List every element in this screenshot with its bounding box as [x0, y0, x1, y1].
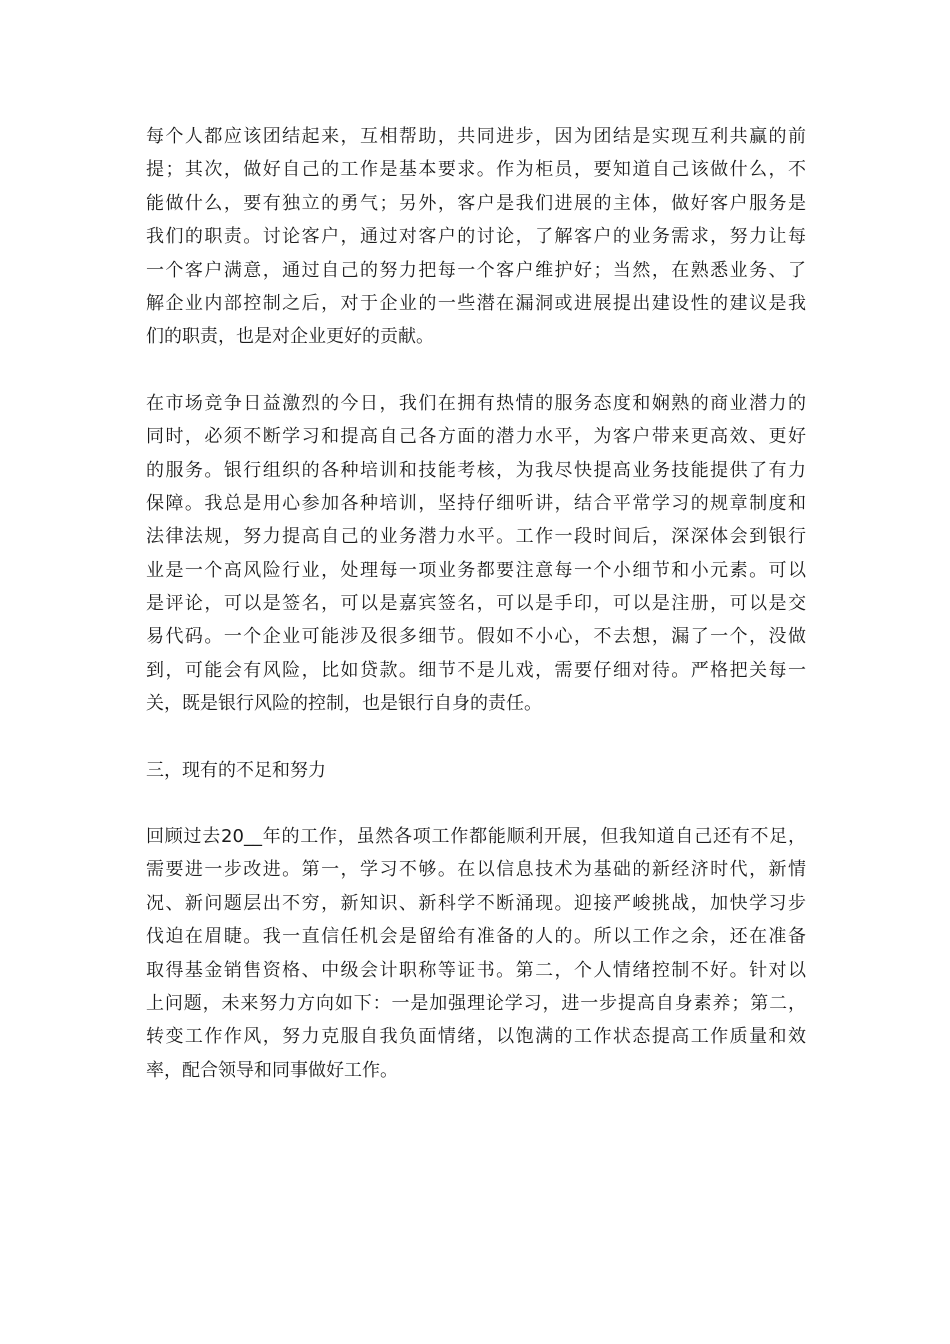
text-line: 能做什么，要有独立的勇气；另外，客户是我们进展的主体，做好客户服务是: [146, 192, 806, 214]
text-line: 每个人都应该团结起来，互相帮助，共同进步，因为团结是实现互利共赢的前: [146, 126, 806, 147]
text-line: 况、新问题层出不穷，新知识、新科学不断涌现。迎接严峻挑战，加快学习步: [146, 892, 806, 914]
text-line: 关，既是银行风险的控制，也是银行自身的责任。: [146, 693, 542, 715]
text-line: 的服务。银行组织的各种培训和技能考核，为我尽快提高业务技能提供了有力: [146, 459, 806, 481]
text-line: 们的职责，也是对企业更好的贡献。: [146, 326, 434, 348]
text-line: 上问题，未来努力方向如下：一是加强理论学习，进一步提高自身素养；第二，: [146, 992, 806, 1014]
text-line: 法律法规，努力提高自己的业务潜力水平。工作一段时间后，深深体会到银行: [146, 526, 806, 548]
section-heading: [146, 754, 806, 787]
document-body: [146, 120, 806, 1120]
paragraph-shortcomings: [146, 820, 806, 1087]
text-line: 同时，必须不断学习和提高自己各方面的潜力水平，为客户带来更高效、更好: [146, 426, 806, 448]
heading-text: 三，现有的不足和努力: [146, 759, 326, 781]
text-line: 转变工作作风，努力克服自我负面情绪，以饱满的工作状态提高工作质量和效: [146, 1026, 806, 1048]
text-line: 率，配合领导和同事做好工作。: [146, 1059, 398, 1081]
text-line: 在市场竞争日益激烈的今日，我们在拥有热情的服务态度和娴熟的商业潜力的: [146, 392, 806, 414]
text-line: 回顾过去20__年的工作，虽然各项工作都能顺利开展，但我知道自己还有不足，: [146, 826, 806, 848]
text-line: 我们的职责。讨论客户，通过对客户的讨论，了解客户的业务需求，努力让每: [146, 226, 806, 248]
text-line: 取得基金销售资格、中级会计职称等证书。第二，个人情绪控制不好。针对以: [146, 959, 806, 981]
text-line: 解企业内部控制之后，对于企业的一些潜在漏洞或进展提出建设性的建议是我: [146, 292, 806, 314]
text-line: 需要进一步改进。第一，学习不够。在以信息技术为基础的新经济时代，新情: [146, 859, 806, 881]
text-line: 到，可能会有风险，比如贷款。细节不是儿戏，需要仔细对待。严格把关每一: [146, 659, 806, 681]
text-line: 提；其次，做好自己的工作是基本要求。作为柜员，要知道自己该做什么，不: [146, 159, 806, 181]
text-line: 易代码。一个企业可能涉及很多细节。假如不小心，不去想，漏了一个，没做: [146, 626, 806, 648]
paragraph-teamwork: [146, 120, 806, 354]
text-line: 保障。我总是用心参加各种培训，坚持仔细听讲，结合平常学习的规章制度和: [146, 492, 806, 514]
text-line: 一个客户满意，通过自己的努力把每一个客户维护好；当然，在熟悉业务、了: [146, 259, 806, 281]
text-line: 伐迫在眉睫。我一直信任机会是留给有准备的人的。所以工作之余，还在准备: [146, 926, 806, 948]
text-line: 是评论，可以是签名，可以是嘉宾签名，可以是手印，可以是注册，可以是交: [146, 593, 806, 615]
paragraph-training: [146, 387, 806, 721]
text-line: 业是一个高风险行业，处理每一项业务都要注意每一个小细节和小元素。可以: [146, 559, 806, 581]
